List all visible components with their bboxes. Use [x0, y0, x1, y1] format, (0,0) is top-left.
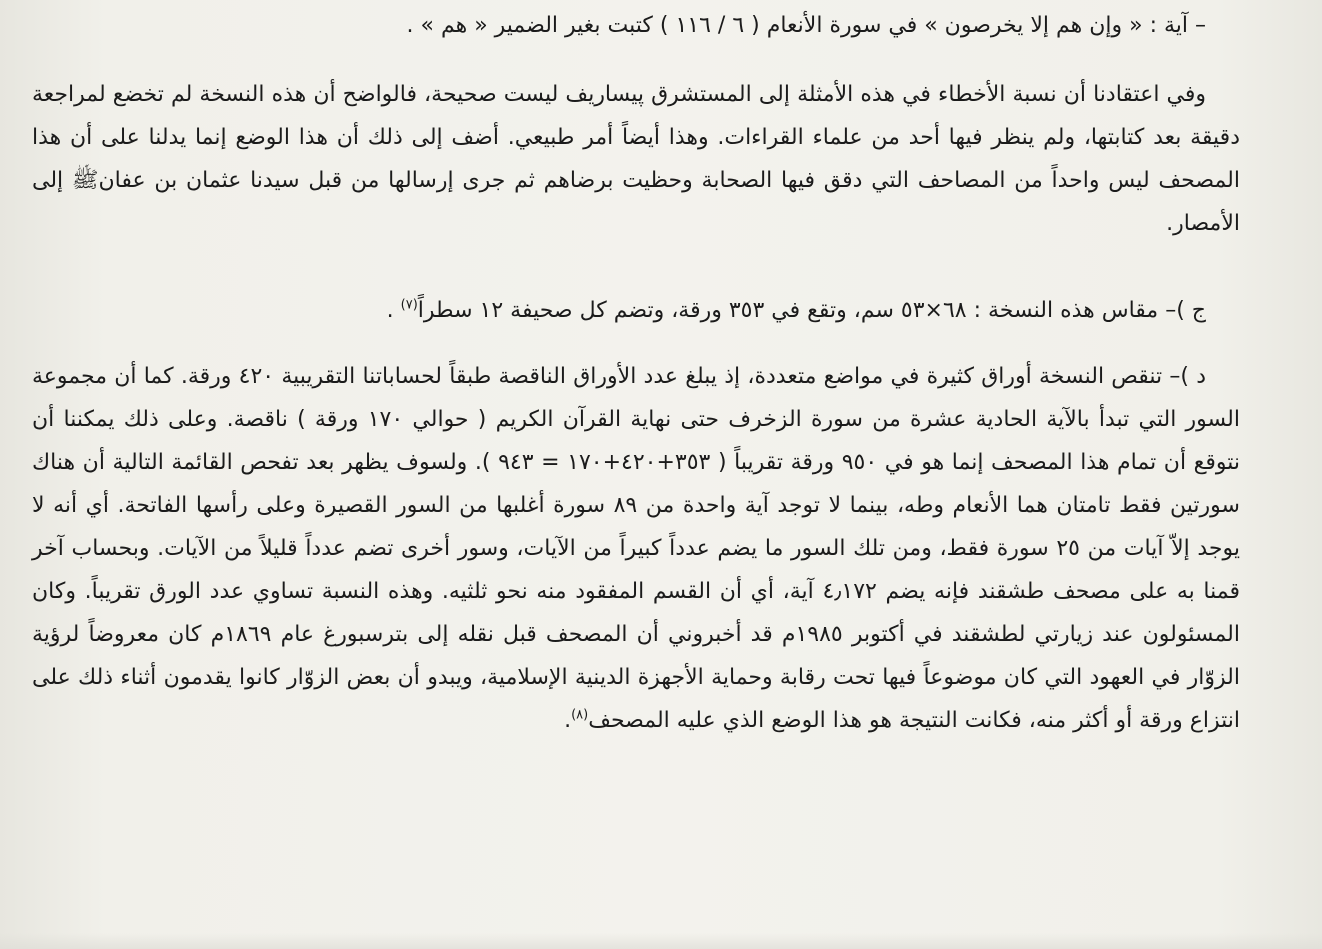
dimensions-text: ج )– مقاس هذه النسخة : ٦٨×٥٣ سم، وتقع في ٣٥٣ ورقة، وتضم كل صحيفة ١٢ سطراً — [417, 298, 1206, 323]
dimensions-end-punctuation: . — [386, 298, 401, 323]
missing-leaves-end-punctuation: . — [564, 708, 572, 733]
paragraph-errors-analysis: وفي اعتقادنا أن نسبة الأخطاء في هذه الأمثلة إلى المستشرق پيساريف ليست صحيحة، فالواضح أن هذه النسخة لم تخضع لمراجعة دقيقة بعد كتابتها، ولم ينظر فيها أحد من علماء القراءات. وهذا أيضاً أمر طبيعي. أضف إلى ذلك أن هذا الوضع إنما يدلنا على أن هذا المصحف ليس واحداً من المصاحف التي دقق فيها الصحابة وحظيت برضاهم ثم جرى إرسالها من قبل سيدنا عثمان بن عفانﷺ إلى الأمصار. — [32, 82, 1240, 236]
paragraph-missing-leaves — [32, 355, 1240, 742]
page-bottom-edge — [0, 933, 1322, 949]
missing-leaves-text: د )– تنقص النسخة أوراق كثيرة في مواضع متعددة، إذ يبلغ عدد الأوراق الناقصة طبقاً لحساباتنا التقريبية ٤٢٠ ورقة. كما أن مجموعة السور التي تبدأ بالآية الحادية عشرة من سورة الزخرف حتى نهاية القرآن الكريم ( حوالي ١٧٠ ورقة ) ناقصة. وعلى ذلك يمكننا أن نتوقع أن تمام هذا المصحف إنما هو في ٩٥٠ ورقة تقريباً ( ٣٥٣+٤٢٠+١٧٠ = ٩٤٣ ). ولسوف يظهر بعد تفحص القائمة التالية أن هناك سورتين فقط تامتان هما الأنعام وطه، بينما لا توجد آية واحدة من ٨٩ سورة أغلبها من السور القصيرة وعلى رأسها الفاتحة. أي أنه لا يوجد إلاّ آيات من ٢٥ سورة فقط، ومن تلك السور ما يضم عدداً كبيراً من الآيات، وسور أخرى تضم عدداً قليلاً من الآيات. وبحساب آخر قمنا به على مصحف طشقند فإنه يضم ٤٫١٧٢ آية، أي أن القسم المفقود منه نحو ثلثيه. وهذه النسبة تساوي عدد الورق تقريباً. وكان المسئولون عند زيارتي لطشقند في أكتوبر ١٩٨٥م قد أخبروني أن المصحف قبل نقله إلى بترسبورغ عام ١٨٦٩م كان معروضاً لرؤية الزوّار في العهود التي كان موضوعاً فيها تحت رقابة وحماية الأجهزة الدينية الإسلامية، ويبدو أن بعض الزوّار كانوا يقدمون أثناء ذلك على انتزاع ورقة أو أكثر منه، فكانت النتيجة هو هذا الوضع الذي عليه المصحف — [32, 364, 1241, 733]
paragraph-manuscript-dimensions — [32, 289, 1240, 332]
paragraph-verse-example: – آية : « وإن هم إلا يخرصون » في سورة الأنعام ( ٦ / ١١٦ ) كتبت بغير الضمير « هم » . — [406, 13, 1206, 38]
footnote-marker-7: (٧) — [400, 297, 418, 313]
footnote-marker-8: (٨) — [571, 707, 589, 723]
